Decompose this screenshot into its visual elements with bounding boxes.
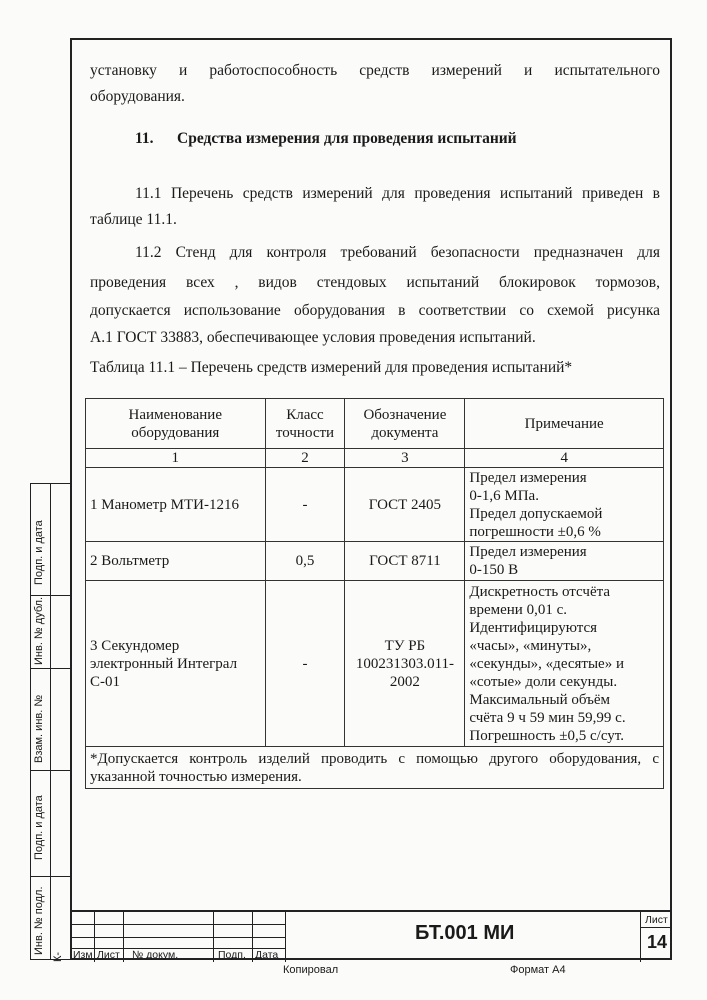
measurement-table (85, 398, 664, 789)
section-number: 11. (135, 130, 154, 147)
note-line: Дискретность отсчёта (469, 583, 610, 600)
side-label-replace-inv: Взам. инв. № (33, 694, 45, 763)
col-label-sign: Подп. (218, 949, 246, 961)
side-label-k: К- (52, 951, 64, 962)
side-label-sign-date-2: Подп. и дата (33, 795, 45, 860)
note-line: Максимальный объём (469, 691, 611, 708)
header-document: Обозначение документа (345, 399, 465, 449)
note-line: погрешности ±0,6 % (469, 523, 601, 540)
document-line: 2002 (389, 673, 420, 690)
note-line: Предел измерения (469, 544, 587, 560)
note-line: Идентифицируются (469, 619, 598, 636)
document-code: БТ.001 МИ (415, 922, 515, 944)
copied-label: Копировал (283, 964, 339, 976)
column-number: 1 (86, 449, 266, 468)
note-line: счёта 9 ч 59 мин 59,99 с. (469, 709, 626, 726)
paragraph-11-1-line-2: таблице 11.1. (90, 211, 177, 228)
col-label-date: Дата (255, 949, 279, 961)
note-line: Предел допускаемой (469, 505, 603, 522)
document-line: ТУ РБ (384, 637, 426, 654)
section-heading (135, 130, 517, 148)
table-row (86, 468, 664, 542)
table-header-row (86, 399, 664, 449)
paragraph-11-2-line-4: А.1 ГОСТ 33883, обеспечивающее условия проведения испытаний. (90, 329, 536, 346)
sheet-label: Лист (645, 914, 668, 926)
equipment-name-line: электронный Интеграл (90, 655, 238, 672)
table-footnote-row (86, 747, 664, 789)
header-accuracy-class: Класс точности (265, 399, 345, 449)
col-label-doc-no: № докум. (132, 949, 179, 961)
equipment-name-line: С-01 (90, 673, 120, 690)
note-line: времени 0,01 с. (469, 601, 567, 618)
equipment-name (86, 581, 266, 747)
equipment-name: 1 Манометр МТИ-1216 (86, 468, 266, 542)
col-label-sheet: Лист (97, 949, 120, 961)
title-block (70, 910, 672, 962)
intro-line-2: оборудования. (90, 88, 185, 105)
intro-line-1: установку и работоспособность средств измерений и испытательного (90, 62, 660, 79)
side-label-dup-inv: Инв. № дубл. (33, 596, 45, 665)
note-line: Предел измерения (469, 469, 587, 486)
paragraph-11-1-line-1: 11.1 Перечень средств измерений для проведения испытаний приведен в (135, 185, 660, 202)
sheet-number: 14 (647, 932, 668, 952)
side-label-sign-date: Подп. и дата (33, 520, 45, 585)
col-label-change: Изм (73, 949, 93, 961)
accuracy-class: - (265, 468, 345, 542)
note-line: Погрешность ±0,5 с/сут. (469, 727, 624, 744)
note-line: 0-1,6 МПа. (469, 487, 539, 504)
section-title: Средства измерения для проведения испытаний (177, 130, 517, 147)
document-designation (345, 581, 465, 747)
paragraph-11-2-line-3: допускается использование оборудования в соответствии со схемой рисунка (90, 302, 660, 319)
document-designation: ГОСТ 2405 (345, 468, 465, 542)
format-label: Формат А4 (510, 964, 566, 976)
header-equipment-name: Наименование оборудования (86, 399, 266, 449)
equipment-name: 2 Вольтметр (86, 542, 266, 581)
column-number: 2 (265, 449, 345, 468)
note-line: «секунды», «десятые» и (469, 655, 624, 672)
note (465, 581, 664, 747)
paragraph-11-2-line-1: 11.2 Стенд для контроля требований безопасности предназначен для (135, 244, 660, 261)
note (465, 468, 664, 542)
note-line: «часы», «минуты», (469, 637, 592, 654)
side-label-orig-inv: Инв. № подл. (33, 886, 45, 955)
document-line: 100231303.011- (355, 655, 455, 672)
accuracy-class: 0,5 (265, 542, 345, 581)
header-note: Примечание (465, 399, 664, 449)
paragraph-11-2-line-2: проведения всех , видов стендовых испытаний блокировок тормозов, (90, 274, 660, 291)
note (465, 542, 664, 581)
equipment-name-line: 3 Секундомер (90, 637, 180, 654)
table-row (86, 581, 664, 747)
column-number: 4 (465, 449, 664, 468)
note-line: 0-150 В (469, 562, 519, 578)
table-column-number-row (86, 449, 664, 468)
note-line: «сотые» доли секунды. (469, 673, 618, 690)
column-number: 3 (345, 449, 465, 468)
table-caption: Таблица 11.1 – Перечень средств измерений для проведения испытаний* (90, 359, 573, 376)
accuracy-class: - (265, 581, 345, 747)
table-footnote: *Допускается контроль изделий проводить с помощью другого оборудования, с указанной точностью измерения. (86, 747, 664, 789)
document-designation: ГОСТ 8711 (345, 542, 465, 581)
table-row (86, 542, 664, 581)
